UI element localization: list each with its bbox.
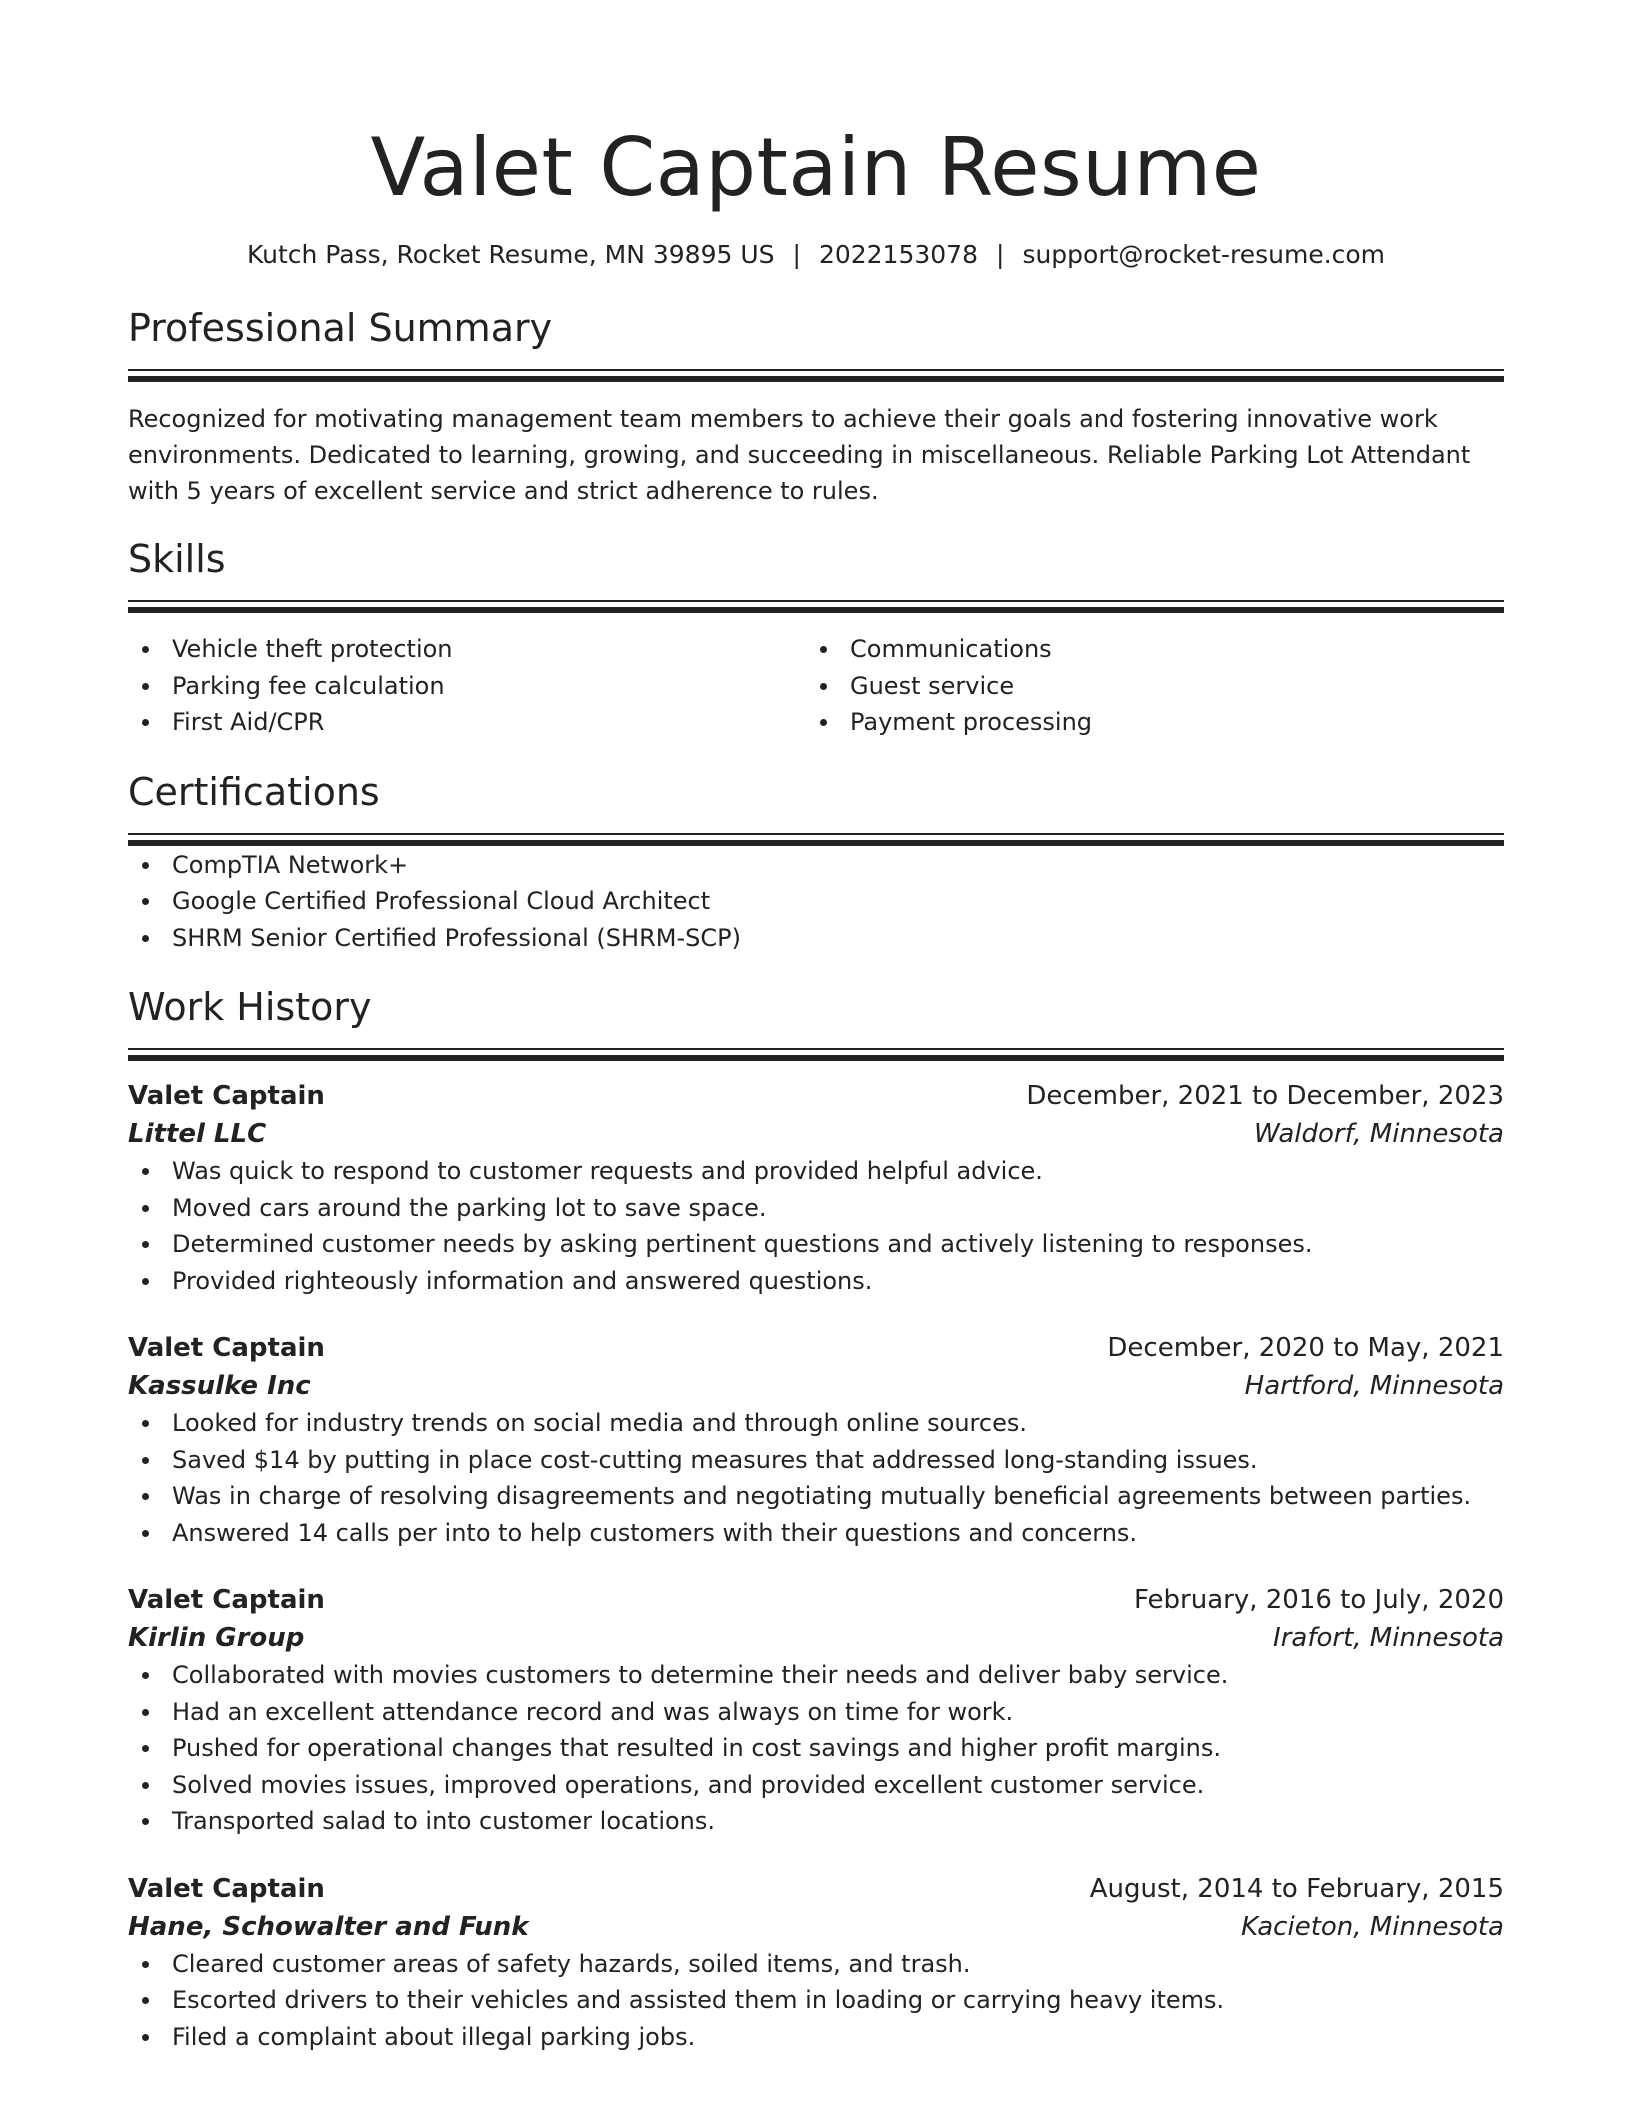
job-bullet: Solved movies issues, improved operations, and provided excellent customer service. <box>128 1767 1504 1804</box>
section-divider <box>128 600 1504 614</box>
skills-list-right <box>806 631 1484 741</box>
job-bullet: Had an excellent attendance record and was always on time for work. <box>128 1694 1504 1731</box>
job-subheader <box>128 1908 1504 1946</box>
contact-email: support@rocket-resume.com <box>1022 240 1386 269</box>
job-title: Valet Captain <box>128 1873 325 1904</box>
job-company: Hane, Schowalter and Funk <box>128 1911 529 1942</box>
job-bullet: Moved cars around the parking lot to save space. <box>128 1190 1504 1227</box>
resume-page <box>128 0 1504 2055</box>
contact-separator: | <box>996 240 1005 269</box>
contact-address: Kutch Pass, Rocket Resume, MN 39895 US <box>246 240 775 269</box>
job-dates: December, 2020 to May, 2021 <box>1107 1333 1504 1363</box>
job-header <box>128 1870 1504 1908</box>
section-heading-skills: Skills <box>128 537 226 581</box>
section-heading-certifications: Certifications <box>128 769 380 814</box>
job-header <box>128 1329 1504 1367</box>
job-title: Valet Captain <box>128 1333 325 1363</box>
job-entry <box>128 1329 1504 1551</box>
resume-title: Valet Captain Resume <box>370 121 1262 214</box>
job-entry <box>128 1870 1504 2056</box>
job-header <box>128 1581 1504 1619</box>
section-heading-summary: Professional Summary <box>128 306 553 350</box>
job-location: Waldorf, Minnesota <box>1254 1119 1504 1149</box>
skill-item: Payment processing <box>806 704 1484 741</box>
job-dates: August, 2014 to February, 2015 <box>1089 1873 1504 1904</box>
section-heading-work-history: Work History <box>128 985 372 1029</box>
job-dates: February, 2016 to July, 2020 <box>1134 1585 1504 1615</box>
job-company: Kirlin Group <box>128 1623 305 1653</box>
job-bullet: Transported salad to into customer locations. <box>128 1803 1504 1840</box>
job-bullet: Answered 14 calls per into to help customers with their questions and concerns. <box>128 1515 1504 1552</box>
job-bullet: Pushed for operational changes that resulted in cost savings and higher profit margins. <box>128 1730 1504 1767</box>
job-bullets <box>128 1153 1504 1299</box>
job-bullet: Was quick to respond to customer requests and provided helpful advice. <box>128 1153 1504 1190</box>
skill-item: Parking fee calculation <box>128 668 806 705</box>
certification-item: CompTIA Network+ <box>128 847 1504 884</box>
certification-item: SHRM Senior Certified Professional (SHRM-SCP) <box>128 920 1504 957</box>
contact-phone: 2022153078 <box>818 240 978 269</box>
contact-separator: | <box>792 240 801 269</box>
job-subheader <box>128 1619 1504 1657</box>
job-title: Valet Captain <box>128 1585 325 1615</box>
skills-section <box>128 534 1504 741</box>
skill-item: First Aid/CPR <box>128 704 806 741</box>
section-divider <box>128 833 1504 847</box>
job-entry <box>128 1077 1504 1299</box>
job-bullet: Collaborated with movies customers to determine their needs and deliver baby service. <box>128 1657 1504 1694</box>
job-location: Hartford, Minnesota <box>1244 1371 1504 1401</box>
job-title: Valet Captain <box>128 1081 325 1111</box>
job-bullet: Was in charge of resolving disagreements and negotiating mutually beneficial agreements between parties. <box>128 1478 1504 1515</box>
certifications-list <box>128 847 1504 957</box>
job-subheader <box>128 1115 1504 1153</box>
job-bullet: Determined customer needs by asking pertinent questions and actively listening to responses. <box>128 1226 1504 1263</box>
job-bullet: Provided righteously information and answered questions. <box>128 1263 1504 1300</box>
job-subheader <box>128 1367 1504 1405</box>
job-company: Kassulke Inc <box>128 1371 311 1401</box>
skills-list-left <box>128 631 806 741</box>
work-history-section <box>128 982 1504 2055</box>
job-location: Irafort, Minnesota <box>1273 1623 1504 1653</box>
job-bullets <box>128 1946 1504 2056</box>
contact-line <box>128 238 1504 272</box>
section-divider <box>128 1048 1504 1062</box>
job-company: Littel LLC <box>128 1119 267 1149</box>
job-dates: December, 2021 to December, 2023 <box>1026 1081 1504 1111</box>
job-bullets <box>128 1657 1504 1840</box>
job-bullet: Filed a complaint about illegal parking jobs. <box>128 2019 1504 2056</box>
job-entry <box>128 1581 1504 1840</box>
summary-section <box>128 303 1504 509</box>
skill-item: Communications <box>806 631 1484 668</box>
job-location: Kacieton, Minnesota <box>1241 1911 1504 1942</box>
job-bullet: Looked for industry trends on social media and through online sources. <box>128 1405 1504 1442</box>
skill-item: Guest service <box>806 668 1484 705</box>
summary-text: Recognized for motivating management team members to achieve their goals and fostering innovative work environments. Dedicated to learning, growing, and succeeding in miscellaneous. Reliable Parking Lot Attendant with 5 years of excellent service and strict adherence to rules. <box>128 405 1471 505</box>
job-bullet: Saved $14 by putting in place cost-cutting measures that addressed long-standing issues. <box>128 1442 1504 1479</box>
section-divider <box>128 369 1504 383</box>
job-header <box>128 1077 1504 1115</box>
job-bullet: Escorted drivers to their vehicles and assisted them in loading or carrying heavy items. <box>128 1982 1504 2019</box>
skill-item: Vehicle theft protection <box>128 631 806 668</box>
skills-grid <box>128 631 1504 741</box>
certification-item: Google Certified Professional Cloud Architect <box>128 883 1504 920</box>
certifications-section <box>128 767 1504 957</box>
job-bullet: Cleared customer areas of safety hazards, soiled items, and trash. <box>128 1946 1504 1983</box>
job-bullets <box>128 1405 1504 1551</box>
